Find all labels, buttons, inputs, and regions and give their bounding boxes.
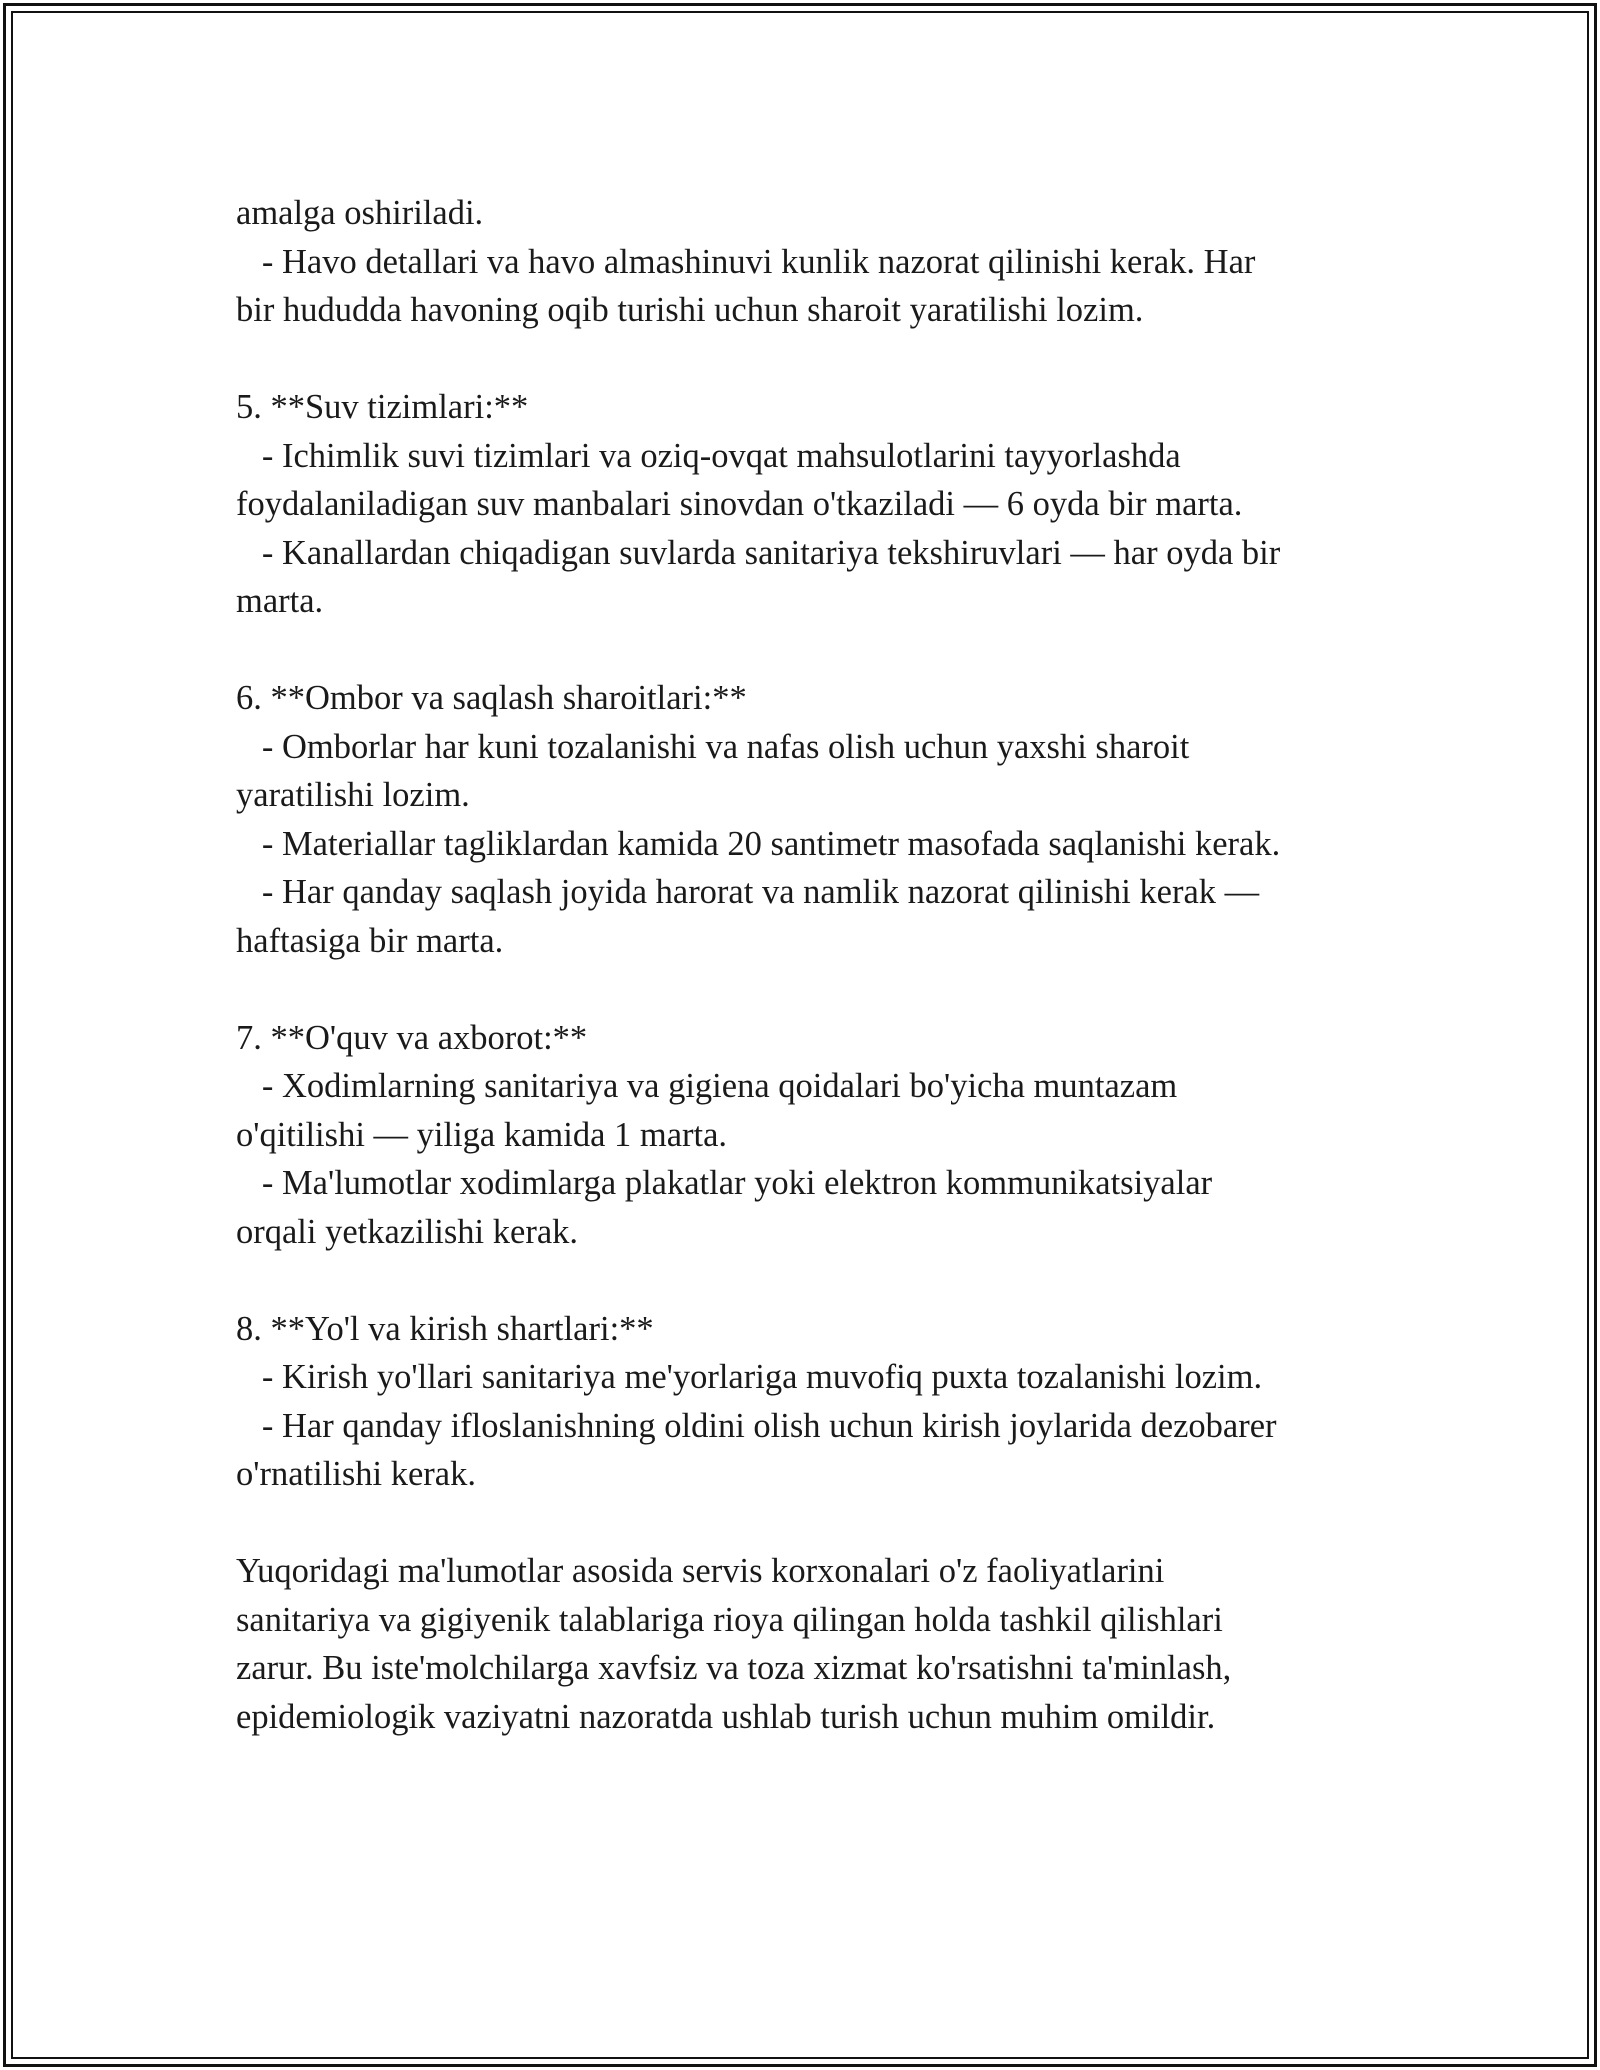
text-line: bir hududda havoning oqib turishi uchun sharoit yaratilishi lozim. (236, 291, 1144, 329)
document-body (236, 189, 1366, 1741)
section-heading-5: 5. **Suv tizimlari:** (236, 388, 529, 426)
text-line: o'rnatilishi kerak. (236, 1455, 476, 1493)
text-line: - Omborlar har kuni tozalanishi va nafas olish uchun yaxshi sharoit (236, 727, 1190, 766)
section-heading-6: 6. **Ombor va saqlash sharoitlari:** (236, 679, 747, 717)
section-heading-7: 7. **O'quv va axborot:** (236, 1018, 588, 1057)
text-line: - Materiallar tagliklardan kamida 20 santimetr masofada saqlanishi kerak. (236, 824, 1281, 863)
paragraph-gap (236, 965, 1366, 1014)
conclusion-line: zarur. Bu iste'molchilarga xavfsiz va toza xizmat ko'rsatishni ta'minlash, (236, 1649, 1232, 1687)
conclusion-line: Yuqoridagi ma'lumotlar asosida servis korxonalari o'z faoliyatlarini (236, 1552, 1165, 1590)
text-line: - Xodimlarning sanitariya va gigiena qoidalari bo'yicha muntazam (236, 1067, 1178, 1105)
text-line: o'qitilishi — yiligа kamida 1 marta. (236, 1115, 728, 1154)
text-line: haftasiga bir marta. (236, 921, 504, 960)
conclusion-line: sanitariya va gigiyenik talablariga rioya qilingan holda tashkil qilishlari (236, 1600, 1223, 1639)
text-line: yaratilishi lozim. (236, 776, 470, 814)
paragraph-gap (236, 1256, 1366, 1305)
paragraph-gap (236, 335, 1366, 384)
text-line: - Har qanday saqlash joyida harorat va namlik nazorat qilinishi kerak — (236, 873, 1260, 911)
text-line: - Ma'lumotlar xodimlarga plakatlar yoki elektron kommunikatsiyalar (236, 1164, 1213, 1202)
text-line: foydalaniladigan suv manbalari sinovdan o'tkaziladi — 6 oyda bir marta. (236, 485, 1243, 523)
text-line: - Kirish yo'llari sanitariya me'yorlariga muvofiq puxta tozalanishi lozim. (236, 1358, 1263, 1396)
text-line: - Kanallardan chiqadigan suvlarda sanitariya tekshiruvlari — har oyda bir (236, 533, 1281, 572)
section-heading-8: 8. **Yo'l va kirish shartlari:** (236, 1309, 654, 1348)
text-line: orqali yetkazilishi kerak. (236, 1212, 579, 1251)
text-line: marta. (236, 582, 324, 620)
paragraph-gap (236, 1499, 1366, 1548)
text-line: amalga oshiriladi. (236, 194, 484, 232)
text-line: - Havo detallari va havo almashinuvi kunlik nazorat qilinishi kerak. Har (236, 242, 1256, 281)
text-line: - Har qanday ifloslanishning oldini olish uchun kirish joylarida dezobarer (236, 1406, 1277, 1445)
text-line: - Ichimlik suvi tizimlari va oziq-ovqat mahsulotlarini tayyorlashda (236, 436, 1181, 475)
conclusion-line: epidemiologik vaziyatni nazoratda ushlab turish uchun muhim omildir. (236, 1697, 1216, 1736)
paragraph-gap (236, 626, 1366, 675)
